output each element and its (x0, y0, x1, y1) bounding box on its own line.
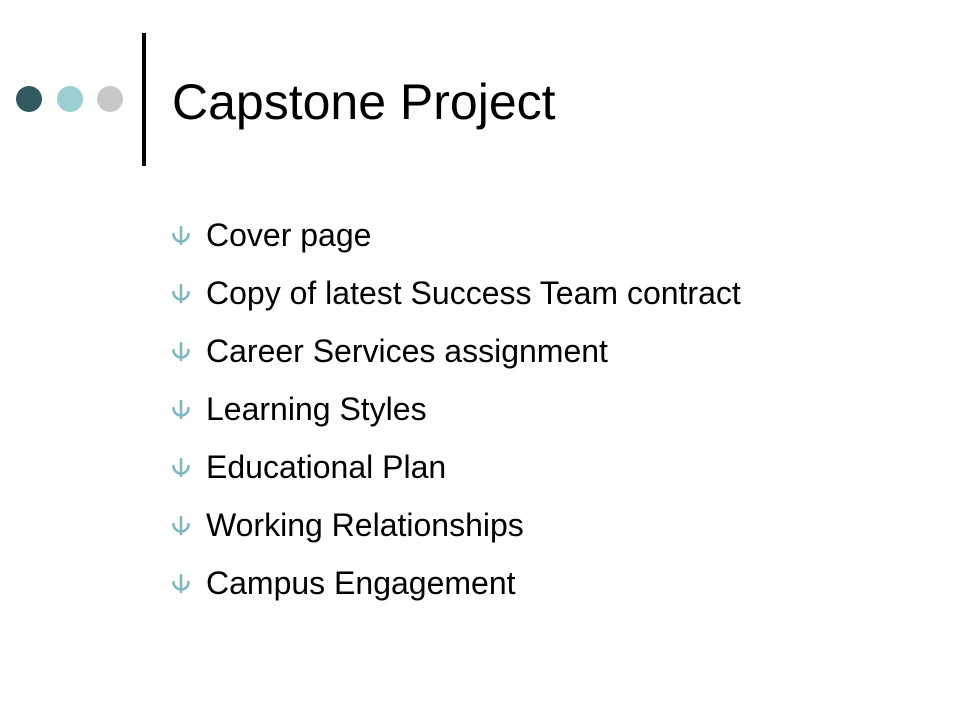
list-item (170, 322, 741, 380)
sprout-bullet-icon (170, 514, 192, 536)
sprout-bullet-icon (170, 282, 192, 304)
list-item (170, 496, 741, 554)
decor-dot-dark (16, 86, 42, 112)
sprout-bullet-icon (170, 340, 192, 362)
bullet-list (170, 206, 741, 612)
sprout-bullet-icon (170, 398, 192, 420)
sprout-bullet-icon (170, 456, 192, 478)
list-item-label: Campus Engagement (206, 564, 516, 601)
decor-dot-teal (57, 86, 83, 112)
list-item-label: Copy of latest Success Team contract (206, 274, 741, 311)
sprout-bullet-icon (170, 572, 192, 594)
decor-dot-gray (97, 86, 123, 112)
list-item-label: Learning Styles (206, 390, 427, 427)
title-divider (142, 33, 146, 166)
list-item (170, 438, 741, 496)
list-item-label: Educational Plan (206, 448, 447, 485)
list-item-label: Career Services assignment (206, 332, 608, 369)
list-item (170, 554, 741, 612)
list-item (170, 264, 741, 322)
list-item-label: Working Relationships (206, 506, 524, 543)
sprout-bullet-icon (170, 224, 192, 246)
list-item (170, 380, 741, 438)
list-item-label: Cover page (206, 216, 372, 253)
slide-title: Capstone Project (172, 74, 556, 130)
list-item (170, 206, 741, 264)
